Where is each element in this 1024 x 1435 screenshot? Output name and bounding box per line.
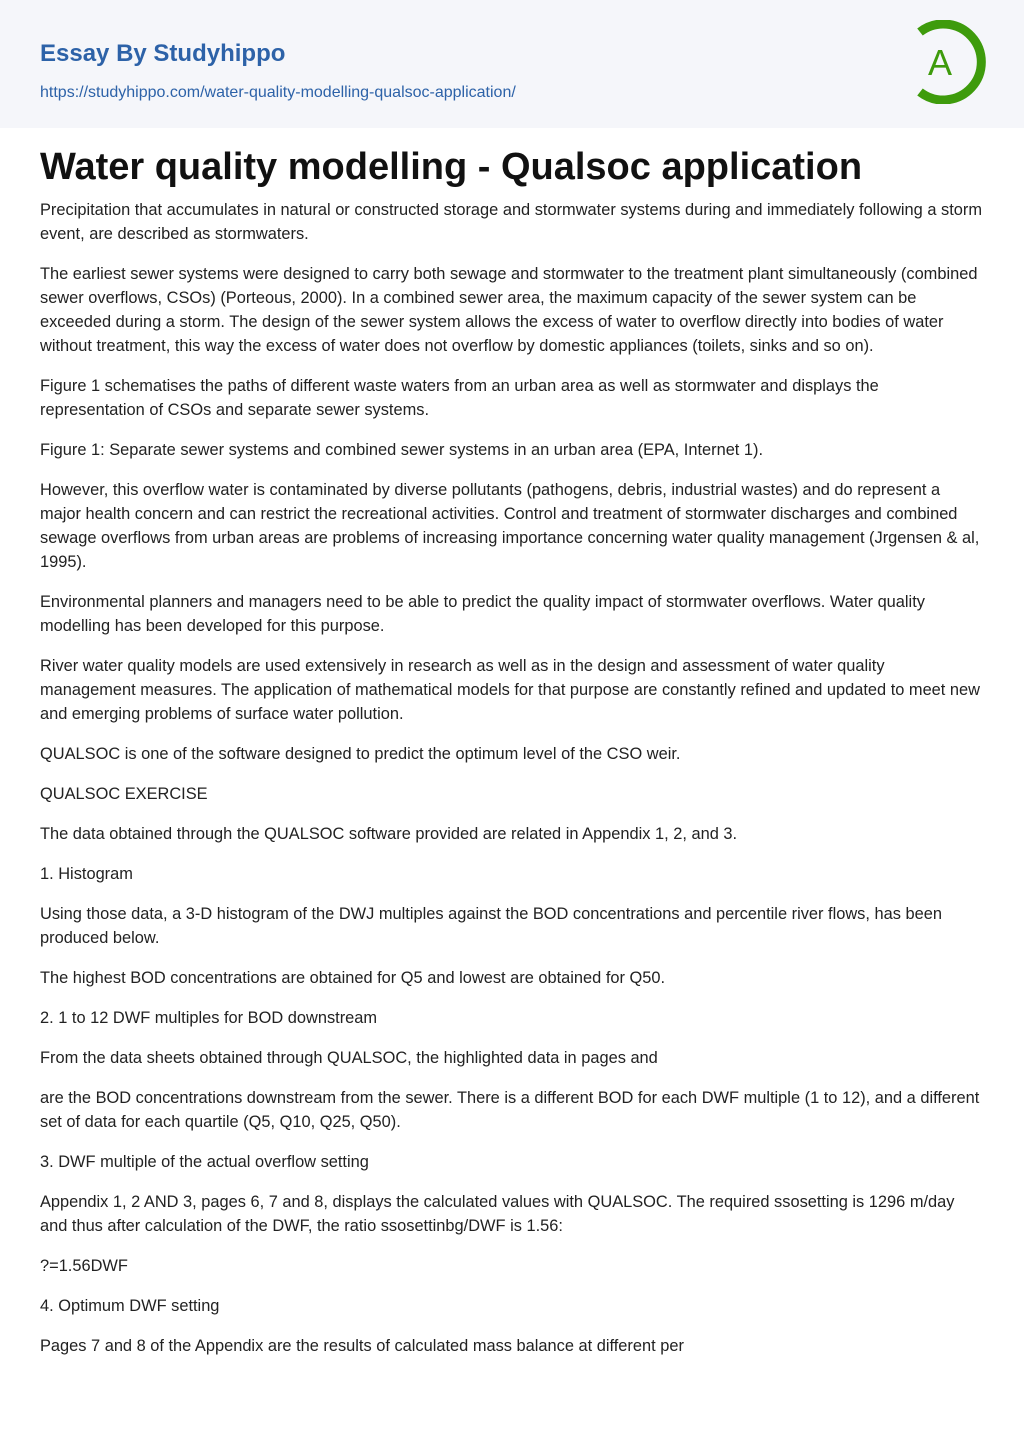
paragraph: QUALSOC EXERCISE [40,785,208,803]
brand-name[interactable]: Essay By Studyhippo [40,40,286,67]
essay-url-link[interactable]: https://studyhippo.com/water-quality-modelling-qualsoc-application/ [40,84,516,101]
paragraph: 1. Histogram [40,865,133,883]
paragraph: Pages 7 and 8 of the Appendix are the results of calculated mass balance at different per [40,1337,684,1355]
paragraph: are the BOD concentrations downstream from the sewer. There is a different BOD for each DWF multiple (1 to 12), and a different set of data for each quartile (Q5, Q10, Q25, Q50). [40,1089,980,1131]
paragraph: QUALSOC is one of the software designed to predict the optimum level of the CSO weir. [40,745,681,763]
paragraph: Environmental planners and managers need to be able to predict the quality impact of stormwater overflows. Water quality modelling has been developed for this purpose. [40,593,925,635]
paragraph: However, this overflow water is contaminated by diverse pollutants (pathogens, debris, industrial wastes) and do represent a major health concern and can restrict the recreational activities. Control and treatment of stormwater discharges and combined sewage overflows from urban areas are problems of increasing importance concerning water quality management (Jrgensen & al, 1995). [40,481,980,571]
site-header [0,0,1024,128]
paragraph: Appendix 1, 2 AND 3, pages 6, 7 and 8, displays the calculated values with QUALSOC. The required ssosetting is 1296 m/day and thus after calculation of the DWF, the ratio ssosettinbg/DWF is 1.56: [40,1193,955,1235]
page-title: Water quality modelling - Qualsoc application [40,146,863,188]
paragraph: Precipitation that accumulates in natural or constructed storage and stormwater systems during and immediately following a storm event, are described as stormwaters. [40,201,982,243]
paragraph: From the data sheets obtained through QUALSOC, the highlighted data in pages and [40,1049,658,1067]
paragraph: 3. DWF multiple of the actual overflow setting [40,1153,369,1171]
paragraph: 4. Optimum DWF setting [40,1297,220,1315]
paragraph: ?=1.56DWF [40,1257,128,1275]
paragraph: River water quality models are used extensively in research as well as in the design and assessment of water quality management measures. The application of mathematical models for that purpose are constantly refined and updated to meet new and emerging problems of surface water pollution. [40,657,980,723]
paragraph: Using those data, a 3-D histogram of the DWJ multiples against the BOD concentrations and percentile river flows, has been produced below. [40,905,942,947]
paragraph: 2. 1 to 12 DWF multiples for BOD downstream [40,1009,378,1027]
article-body [40,198,984,1358]
paragraph: The highest BOD concentrations are obtained for Q5 and lowest are obtained for Q50. [40,969,666,987]
svg-text:A: A [927,42,953,83]
studyhippo-logo-icon[interactable] [912,20,986,104]
paragraph: The earliest sewer systems were designed to carry both sewage and stormwater to the treatment plant simultaneously (combined sewer overflows, CSOs) (Porteous, 2000). In a combined sewer area, the maximum capacity of the sewer system can be exceeded during a storm. The design of the sewer system allows the excess of water to overflow directly into bodies of water without treatment, this way the excess of water does not overflow by domestic appliances (toilets, sinks and so on). [40,265,978,355]
paragraph: Figure 1 schematises the paths of different waste waters from an urban area as well as stormwater and displays the representation of CSOs and separate sewer systems. [40,377,879,419]
article [0,144,1024,1358]
paragraph: The data obtained through the QUALSOC software provided are related in Appendix 1, 2, and 3. [40,825,738,843]
paragraph: Figure 1: Separate sewer systems and combined sewer systems in an urban area (EPA, Internet 1). [40,441,764,459]
